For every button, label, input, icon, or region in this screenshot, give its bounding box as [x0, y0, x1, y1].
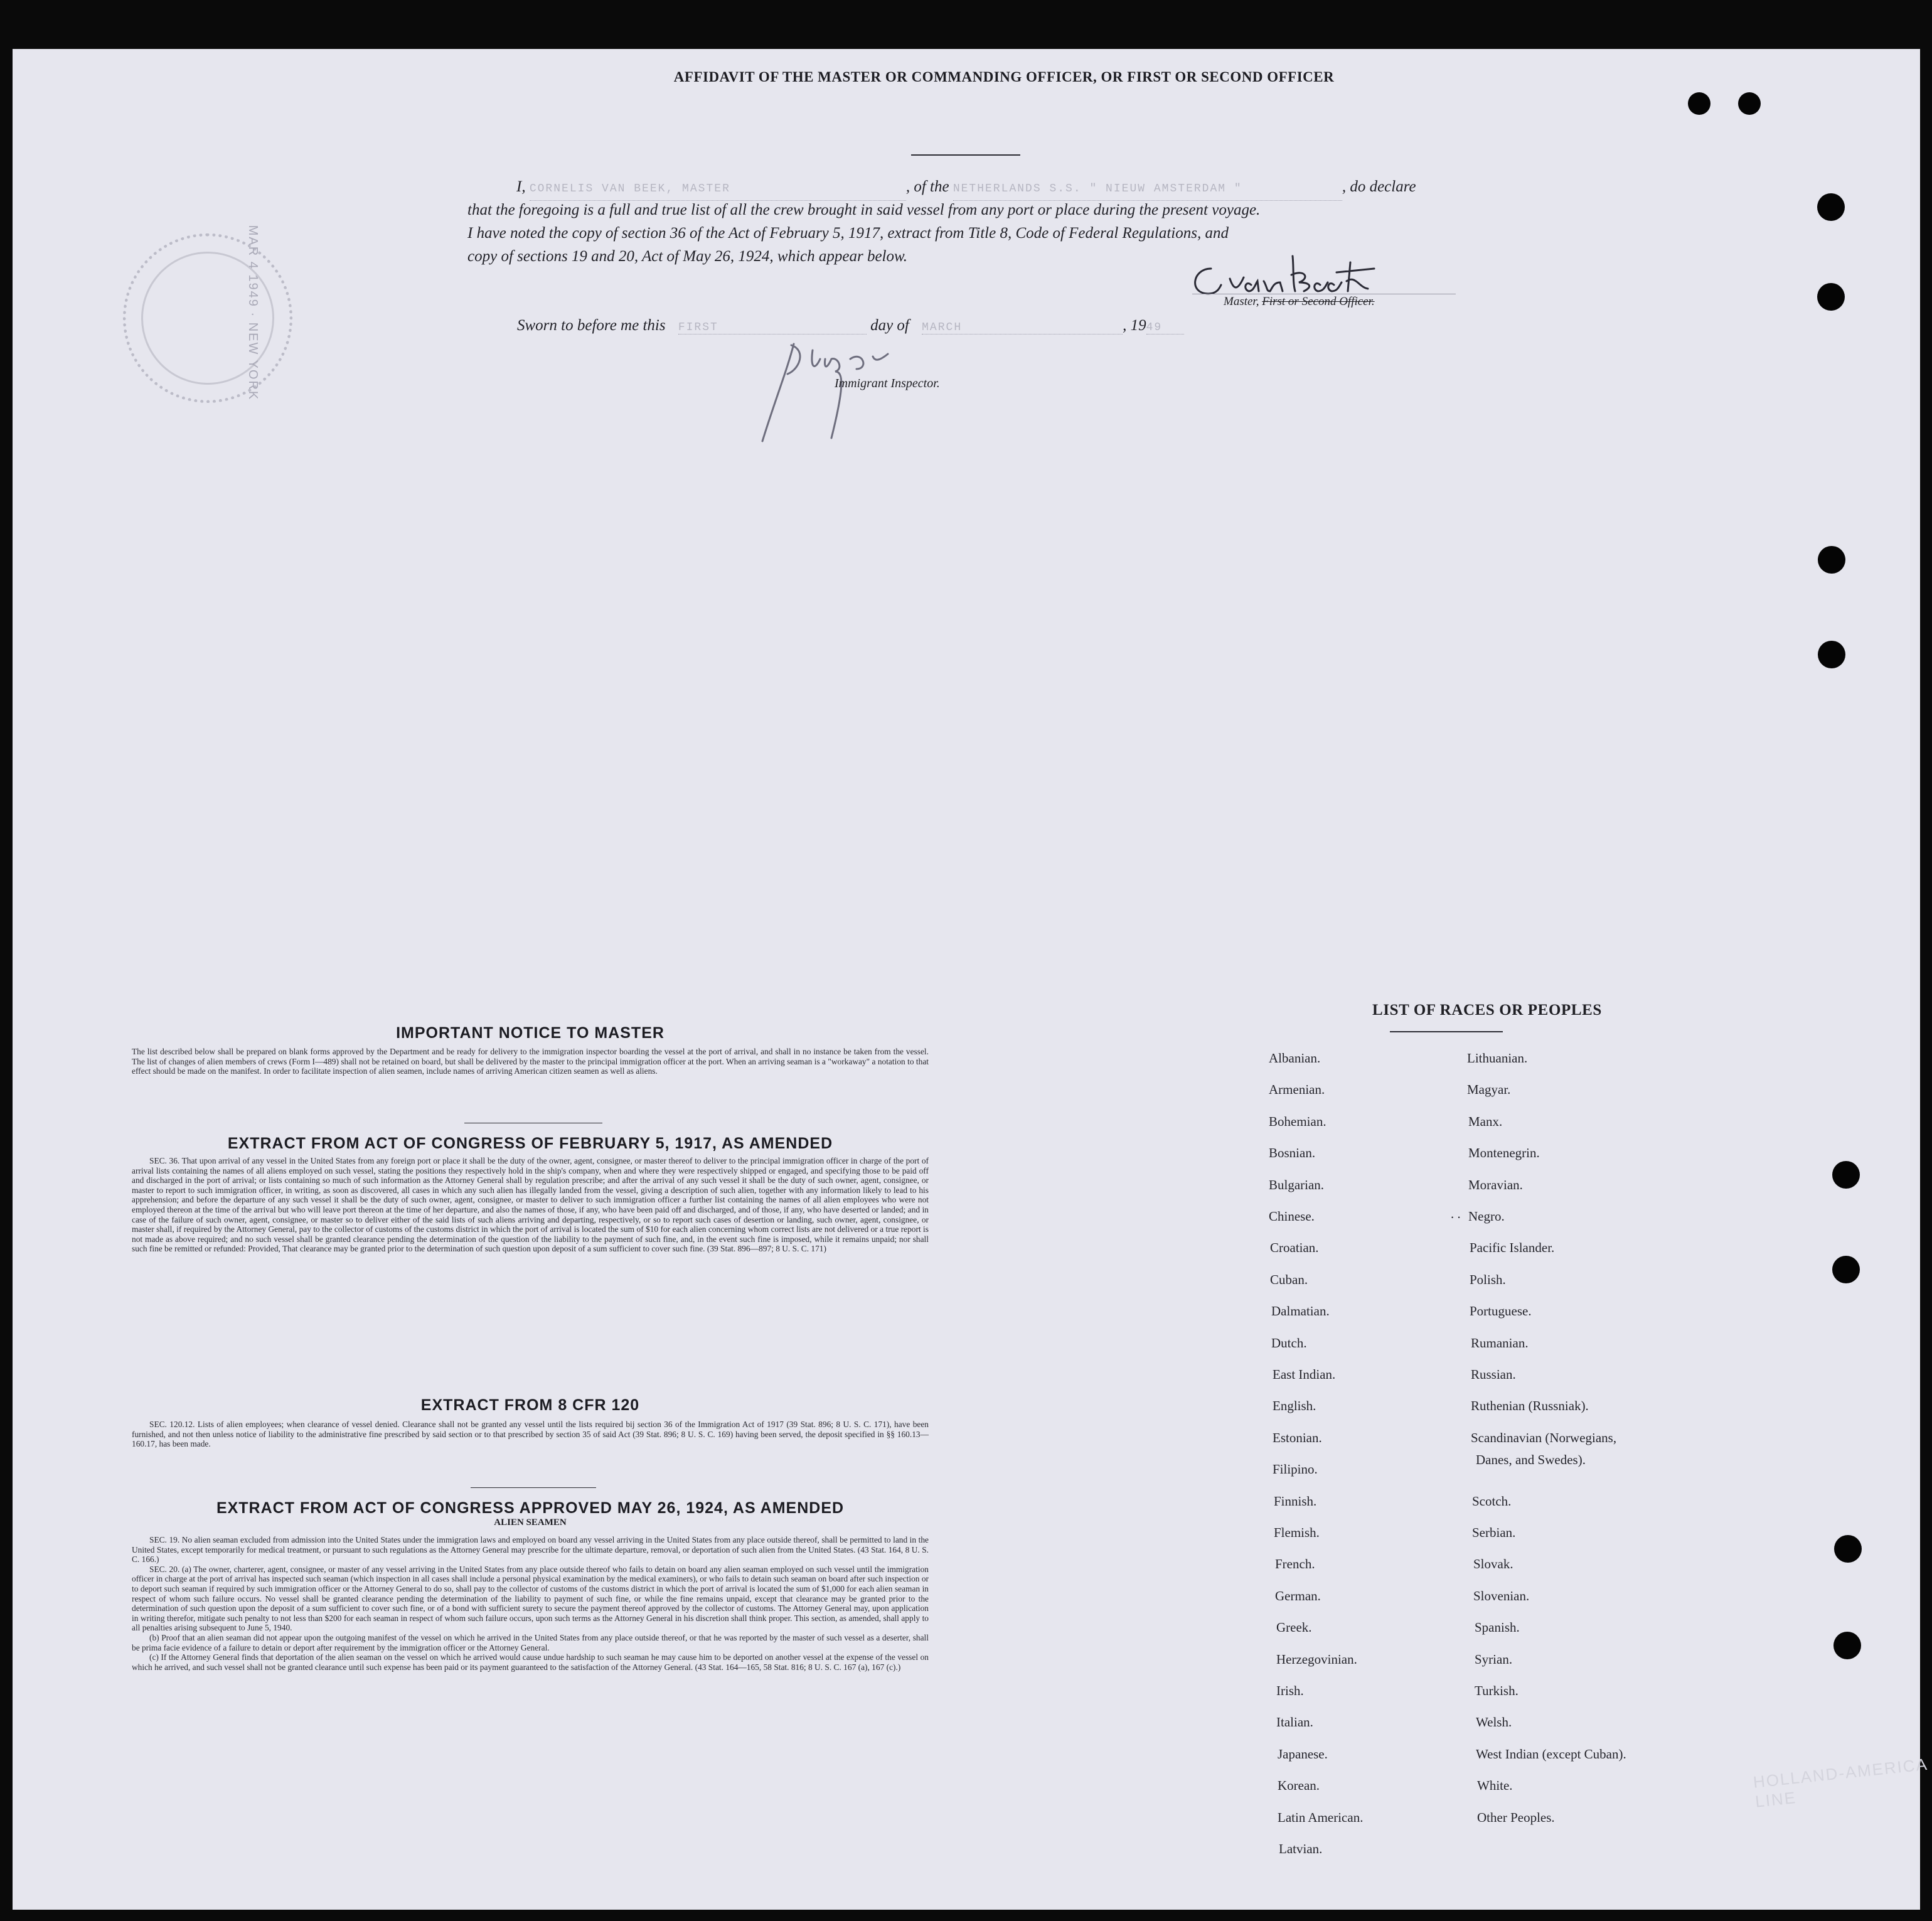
races-divider — [1390, 1031, 1503, 1032]
inspector-signature-text — [750, 331, 752, 332]
extract-1924-paragraph: SEC. 19. No alien seaman excluded from admission into the United States under the immigration laws and employed on board any vessel arriving in the United States from any place outside thereof, shall be permitted to land in the United States, except temporarily for medical treatment, or pursuant to such regulations as the Attorney General may prescribe for the ultimate departure, removal, or deportation of such alien from the United States. (43 Stat. 164, 8 U. S. C. 166.) — [132, 1535, 929, 1565]
race-item: Bosnian. — [1269, 1145, 1316, 1161]
immigration-stamp — [123, 225, 292, 403]
punch-hole-icon — [1818, 546, 1845, 574]
master-name-field: CORNELIS VAN BEEK, MASTER — [530, 178, 906, 201]
inspector-caption: Immigrant Inspector. — [835, 377, 940, 390]
punch-hole-icon — [1832, 1161, 1860, 1189]
race-item: Slovak. — [1473, 1556, 1513, 1572]
punch-hole-icon — [1833, 1632, 1861, 1659]
race-item: Portuguese. — [1470, 1303, 1532, 1319]
race-item: Latvian. — [1279, 1841, 1323, 1856]
race-item: Armenian. — [1269, 1082, 1325, 1098]
races-dots: . . — [1451, 1206, 1461, 1221]
extract-1924-paragraph: (c) If the Attorney General finds that deportation of the alien seaman on the vessel on which he arrived would cause undue hardship to such seaman he may cause him to be deported on another vessel at the expense of the vessel on which he arrived, and such vessel shall not be granted clearance until such expense has been paid or its payment guaranteed to the satisfaction of the Attorney General. (43 Stat. 164—165, 58 Stat. 816; 8 U. S. C. 167 (a), 167 (c).) — [132, 1652, 929, 1672]
race-item: Danes, and Swedes). — [1476, 1452, 1586, 1468]
race-item: East Indian. — [1273, 1367, 1336, 1382]
extract-1924-body — [132, 1535, 929, 1672]
race-item: Finnish. — [1274, 1493, 1317, 1509]
sworn-month-field: MARCH — [922, 321, 1123, 334]
affidavit-line-2: that the foregoing is a full and true list of all the crew brought in said vessel from any port or place during the present voyage. — [467, 201, 1261, 218]
extract-1917-title: EXTRACT FROM ACT OF CONGRESS OF FEBRUARY 5, 1917, AS AMENDED — [227, 1135, 833, 1152]
title-divider — [911, 154, 1020, 156]
race-item: Latin American. — [1278, 1809, 1364, 1825]
punch-hole-icon — [1738, 92, 1761, 115]
affidavit-title: AFFIDAVIT OF THE MASTER OR COMMANDING OFFICER, OR FIRST OR SECOND OFFICER — [673, 69, 1335, 85]
punch-hole-icon — [1834, 1535, 1862, 1563]
race-item: White. — [1477, 1778, 1513, 1794]
race-item: Rumanian. — [1471, 1335, 1529, 1351]
race-item: Spanish. — [1475, 1620, 1520, 1635]
punch-hole-icon — [1688, 92, 1711, 115]
race-item: Scandinavian (Norwegians, — [1471, 1430, 1617, 1445]
extract-8cfr-divider — [471, 1487, 596, 1488]
extract-1917-body: SEC. 36. That upon arrival of any vessel in the United States from any foreign port or place it shall be the duty of the owner, agent, consignee, or master thereof to deliver to the principal immigration officer in charge of the port of arrival lists containing the names of all aliens employed on such vessel, stating the positions they respectively hold in the ship's company, when and where they were respectively shipped or engaged, and specifying those to be paid off and discharged in the port of arrival; or lists containing so much of such information as the Attorney General shall by regulation prescribe; and after the arrival of any such vessel it shall be the duty of such owner, agent, consignee, or master to report to such immigration officer, in writing, as soon as discovered, all cases in which any such alien has illegally landed from the vessel, giving a description of such alien, together with any information likely to lead to his apprehension; and before the departure of any such vessel it shall be the duty of such owner, agent, consignee, or master to deliver to such immigration officer a further list containing the names of all alien employees who were not employed thereon at the time of the arrival but who will leave port thereon at the time of her departure, and also the names of those, if any, who have been paid off and discharged, and of those, if any, who have deserted or landed; and in case of the failure of such owner, agent, consignee, or master so to deliver either of the said lists of such aliens arriving and departing, respectively, or so to report such cases of desertion or landing, such owner, agent, consignee, or master shall, if required by the Attorney General, pay to the collector of customs of the customs district in which the port of arrival is located the sum of $10 for each alien concerning whom correct lists are not delivered or a true report is not made as above required; and no such vessel shall be granted clearance pending the determination of the question of the liability to the payment of such fine, and, in the event such fine is imposed, while it remains unpaid; nor shall such fine be remitted or refunded: Provided, That clearance may be granted prior to the determination of such question upon deposit of a sum sufficient to cover such fine. (39 Stat. 896—897; 8 U. S. C. 171) — [132, 1156, 929, 1254]
race-item: Slovenian. — [1473, 1588, 1530, 1603]
officer-caption-struck: First or Second Officer. — [1262, 295, 1375, 308]
race-item: Greek. — [1276, 1620, 1312, 1635]
extract-1924-subtitle: ALIEN SEAMEN — [494, 1517, 567, 1528]
race-item: Ruthenian (Russniak). — [1471, 1398, 1589, 1414]
race-item: Irish. — [1276, 1683, 1304, 1698]
race-item: Bohemian. — [1269, 1113, 1326, 1129]
affidavit-line-4: copy of sections 19 and 20, Act of May 26, 1924, which appear below. — [467, 248, 908, 265]
race-item: Polish. — [1470, 1271, 1506, 1287]
extract-8cfr-body: SEC. 120.12. Lists of alien employees; when clearance of vessel denied. Clearance shall not be granted any vessel until the lists required bij section 36 of the Immigration Act of 1917 (39 Stat. 896; 8 U. S. C. 171), have been furnished, and not then unless notice of liability to the administrative fine prescribed by said section or to that prescribed by section 35 of said Act (39 Stat. 896; 8 U. S. C. 169) having been served, the deposit specified in §§ 160.13—160.17, has been made. — [132, 1420, 929, 1449]
affidavit-line-3: I have noted the copy of section 36 of the Act of February 5, 1917, extract from Title 8, Code of Federal Regulations, and — [467, 225, 1229, 242]
punch-hole-icon — [1817, 283, 1845, 311]
race-item: Manx. — [1468, 1113, 1503, 1129]
race-item: Welsh. — [1476, 1715, 1512, 1730]
vessel-name-field: NETHERLANDS S.S. " NIEUW AMSTERDAM " — [953, 178, 1342, 201]
extract-8cfr-title: EXTRACT FROM 8 CFR 120 — [420, 1396, 640, 1414]
race-item: Serbian. — [1472, 1525, 1516, 1540]
races-title: LIST OF RACES OR PEOPLES — [1372, 1002, 1602, 1019]
extract-1924-paragraph: (b) Proof that an alien seaman did not appear upon the outgoing manifest of the vessel on which he arrived in the United States from any place outside thereof, or that he was reported by the master of such vessel as a deserter, shall be prima facie evidence of a failure to detain or deport after requirement by the immigration officer or the Attorney General. — [132, 1632, 929, 1652]
race-item: Negro. — [1468, 1209, 1505, 1224]
race-item: Croatian. — [1270, 1240, 1319, 1256]
race-item: Japanese. — [1278, 1746, 1328, 1762]
race-item: Lithuanian. — [1467, 1051, 1528, 1066]
race-item: Russian. — [1471, 1367, 1516, 1382]
of-the-text: , of the — [905, 178, 949, 195]
year-prefix-text: , 19 — [1123, 317, 1146, 334]
officer-caption-master: Master, — [1224, 295, 1259, 308]
race-item: Cuban. — [1270, 1271, 1308, 1287]
race-item: Flemish. — [1274, 1525, 1320, 1540]
notice-body: The list described below shall be prepared on blank forms approved by the Department and be ready for delivery to the immigration inspector boarding the vessel at the port of arrival, and shall in no instance be taken from the vessel. The list of changes of alien members of crews (Form I—489) shall not be retained on board, but shall be delivered by the master to the principal immigration officer at the port. When an arriving seaman is a "workaway" a notation to that effect should be made on the manifest. In order to facilitate inspection of alien seamen, include names of arriving American citizen seamen as well as aliens. — [132, 1047, 929, 1076]
day-of-text: day of — [870, 317, 909, 334]
race-item: English. — [1273, 1398, 1316, 1414]
race-item: Filipino. — [1273, 1462, 1318, 1477]
sworn-year-field: 49 — [1146, 321, 1184, 334]
punch-hole-icon — [1817, 193, 1845, 221]
extract-1924-title: EXTRACT FROM ACT OF CONGRESS APPROVED MAY 26, 1924, AS AMENDED — [216, 1499, 845, 1517]
do-declare-text: , do declare — [1342, 178, 1416, 195]
race-item: Scotch. — [1472, 1493, 1512, 1509]
officer-caption — [1224, 295, 1375, 309]
race-item: Pacific Islander. — [1470, 1240, 1555, 1256]
race-item: Albanian. — [1269, 1051, 1321, 1066]
race-item: Moravian. — [1468, 1177, 1523, 1192]
sworn-text: Sworn to before me this — [517, 317, 666, 334]
punch-hole-icon — [1832, 1256, 1860, 1283]
race-item: Turkish. — [1475, 1683, 1518, 1698]
punch-hole-icon — [1818, 641, 1845, 668]
race-item: Dutch. — [1271, 1335, 1307, 1351]
race-item: Other Peoples. — [1477, 1809, 1555, 1825]
race-item: Estonian. — [1273, 1430, 1322, 1445]
affidavit-line-1 — [467, 176, 1459, 201]
stamp-text: MAR 4 1949 · NEW YORK — [246, 225, 260, 401]
race-item: French. — [1275, 1556, 1315, 1572]
smudge-stamp: HOLLAND-AMERICA LINE — [1752, 1754, 1928, 1811]
race-item: Syrian. — [1475, 1651, 1513, 1667]
race-item: Montenegrin. — [1468, 1145, 1540, 1161]
extract-1924-paragraph: SEC. 20. (a) The owner, charterer, agent, consignee, or master of any vessel arriving in the United States from any place outside thereof who fails to detain on board any alien seaman employed on such vessel until the immigration officer in charge at the port of arrival has inspected such seaman (which inspection in all cases shall include a personal physical examination by the medical examiners), or who fails to detain such seaman on board after such inspection or to deport such seaman if required by such immigration officer or the Attorney General to do so, shall pay to the collector of customs of the customs district in which the port of arrival is located the sum of $1,000 for each alien seaman in respect of whom such failure occurs. No vessel shall be granted clearance pending the determination of the liability to payment of such fine, or while the fine remains unpaid, except that clearance may be granted prior to the determination of such question upon the deposit of a sum sufficient to cover such fine, or of a bond with sufficient surety to secure the payment thereof approved by the collector of customs. The Attorney General may, upon application in writing therefor, mitigate such penalty to not less than $200 for each seaman in respect of whom such failure occurs, upon such terms as the Attorney General in his discretion shall think proper. This section, as amended, shall apply to all penalties arising subsequent to June 5, 1940. — [132, 1564, 929, 1633]
race-item: Chinese. — [1269, 1209, 1315, 1224]
race-item: Bulgarian. — [1269, 1177, 1325, 1192]
race-item: Italian. — [1276, 1715, 1313, 1730]
sworn-day-field: FIRST — [678, 321, 867, 334]
race-item: Herzegovinian. — [1276, 1651, 1357, 1667]
affidavit-intro: I, — [516, 178, 526, 195]
race-item: German. — [1275, 1588, 1321, 1603]
race-item: Korean. — [1278, 1778, 1320, 1794]
notice-title: IMPORTANT NOTICE TO MASTER — [396, 1024, 664, 1042]
race-item: Magyar. — [1467, 1082, 1511, 1098]
race-item: Dalmatian. — [1271, 1303, 1330, 1319]
race-item: West Indian (except Cuban). — [1476, 1746, 1626, 1762]
